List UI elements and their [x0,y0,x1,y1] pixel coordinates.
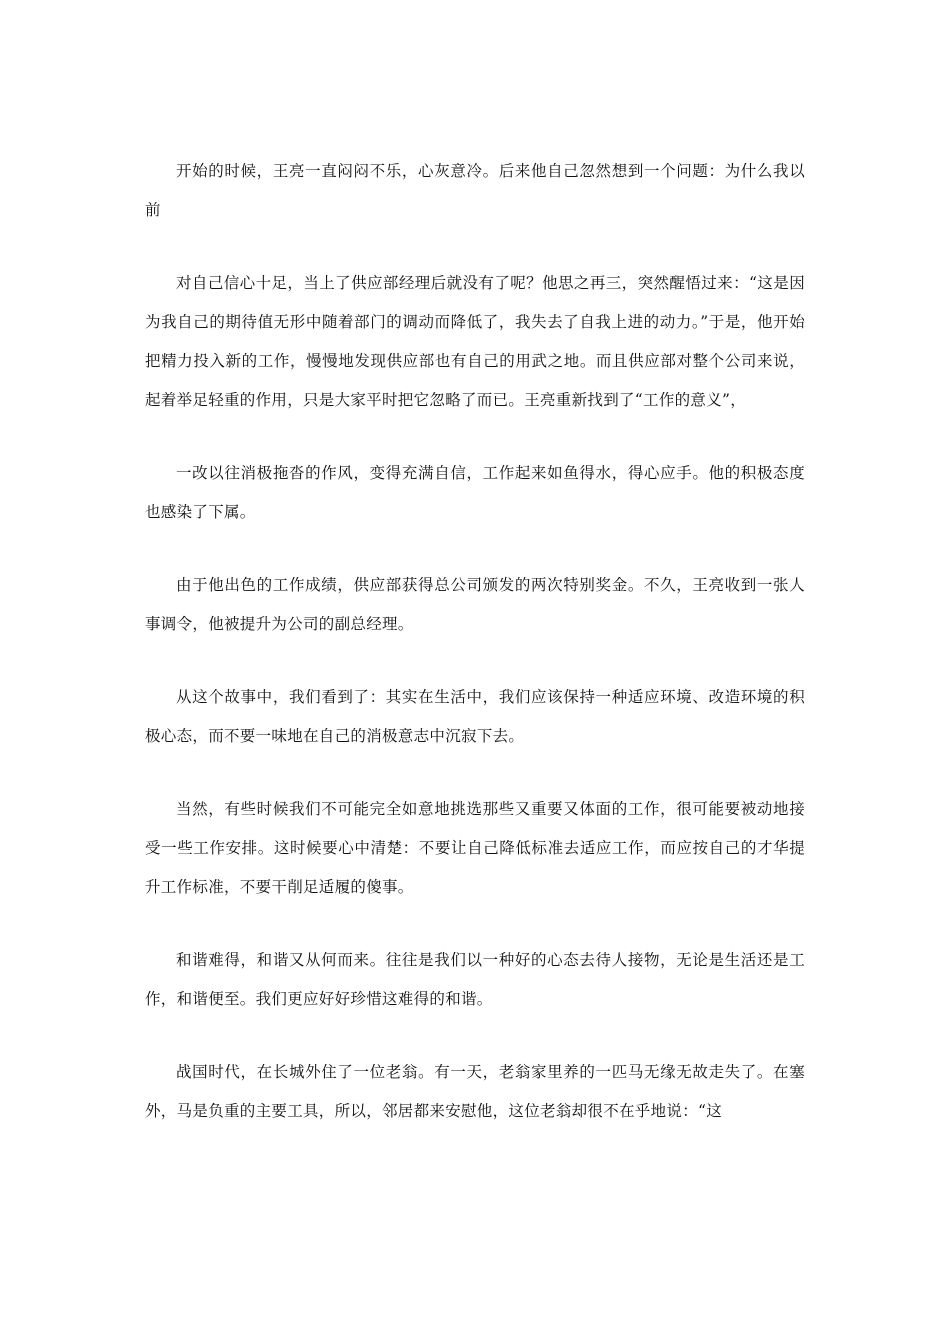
paragraph-1: 开始的时候，王亮一直闷闷不乐，心灰意冷。后来他自己忽然想到一个问题：为什么我以前 [145,162,805,219]
paragraph-2: 对自己信心十足，当上了供应部经理后就没有了呢？他思之再三，突然醒悟过来：“这是因为我自己的期待值无形中随着部门的调动而降低了，我失去了自我上进的动力。”于是，他开始把精力投入新的工作，慢慢地发现供应部也有自己的用武之地。而且供应部对整个公司来说，起着举足轻重的作用，只是大家平时把它忽略了而已。王亮重新找到了“工作的意义”， [145,274,805,409]
paragraph-5: 从这个故事中，我们看到了：其实在生活中，我们应该保持一种适应环境、改造环境的积极心态，而不要一味地在自己的消极意志中沉寂下去。 [145,688,805,745]
paragraph-6: 当然，有些时候我们不可能完全如意地挑选那些又重要又体面的工作，很可能要被动地接受一些工作安排。这时候要心中清楚：不要让自己降低标准去适应工作，而应按自己的才华提升工作标准，不要干削足适履的傻事。 [145,800,805,896]
paragraph-3: 一改以往消极拖沓的作风，变得充满自信，工作起来如鱼得水，得心应手。他的积极态度也感染了下属。 [145,464,805,521]
paragraph-8: 战国时代，在长城外住了一位老翁。有一天，老翁家里养的一匹马无缘无故走失了。在塞外，马是负重的主要工具，所以，邻居都来安慰他，这位老翁却很不在乎地说：“这 [145,1063,805,1120]
paragraph-7: 和谐难得，和谐又从何而来。往往是我们以一种好的心态去待人接物，无论是生活还是工作，和谐便至。我们更应好好珍惜这难得的和谐。 [145,951,805,1008]
document-page [145,152,805,1165]
paragraph-4: 由于他出色的工作成绩，供应部获得总公司颁发的两次特别奖金。不久，王亮收到一张人事调令，他被提升为公司的副总经理。 [145,576,805,633]
